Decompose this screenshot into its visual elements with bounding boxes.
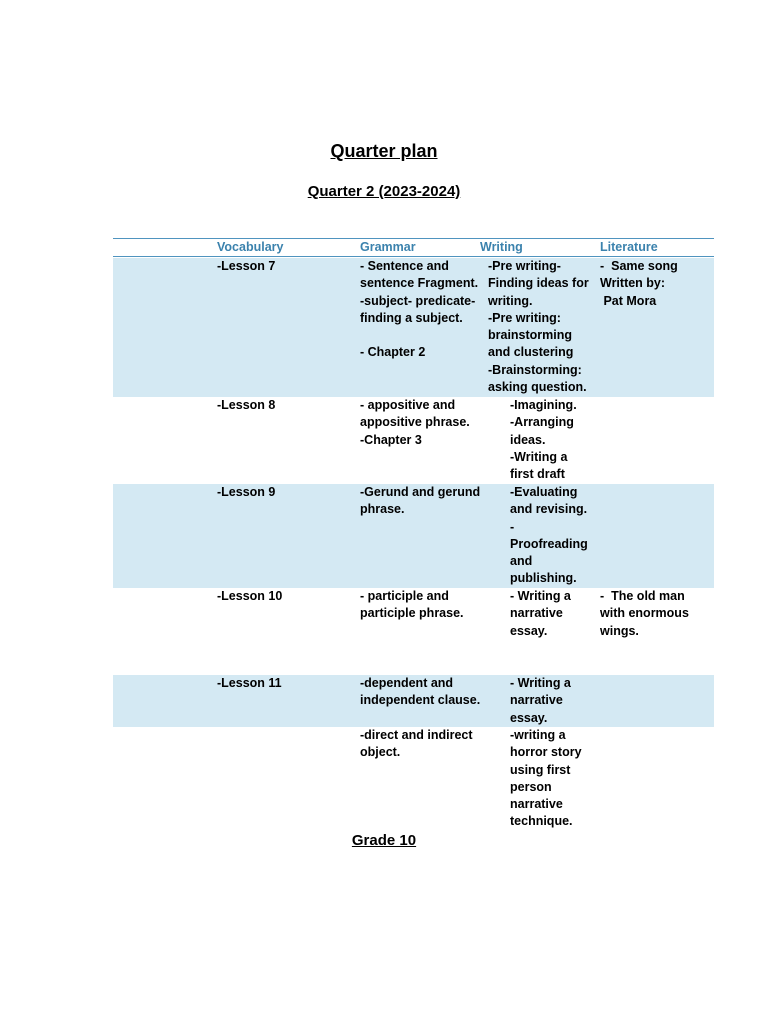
table-row [113, 484, 714, 588]
table-row [113, 397, 714, 484]
table-header-row [113, 238, 714, 257]
cell-writing: - Writing a narrative essay. [510, 676, 571, 725]
cell-literature: - Same song Written by: Pat Mora [600, 259, 678, 308]
cell-vocabulary: -Lesson 9 [217, 485, 276, 499]
grade-label: Grade 10 [351, 832, 417, 849]
cell-grammar: -dependent and independent clause. [360, 676, 481, 708]
cell-writing: -writing a horror story using first person narrative technique. [510, 728, 582, 829]
header-writing: Writing [480, 240, 523, 254]
header-literature: Literature [600, 240, 658, 254]
table-row [113, 258, 714, 397]
cell-grammar: - Sentence and sentence Fragment. -subject- predicate- finding a subject. - Chapter 2 [360, 259, 479, 360]
cell-literature: - The old man with enormous wings. [600, 589, 689, 638]
cell-writing: - Writing a narrative essay. [510, 589, 571, 638]
cell-vocabulary: -Lesson 7 [217, 259, 276, 273]
cell-vocabulary: -Lesson 8 [217, 398, 276, 412]
document-title: Quarter plan [330, 141, 438, 161]
header-vocabulary: Vocabulary [217, 240, 284, 254]
table-row [113, 588, 714, 675]
cell-vocabulary: -Lesson 11 [217, 676, 282, 690]
header-grammar: Grammar [360, 240, 416, 254]
cell-grammar: -Gerund and gerund phrase. [360, 485, 481, 517]
cell-writing: -Imagining. -Arranging ideas. -Writing a first draft [510, 398, 577, 482]
table-row [113, 727, 714, 833]
cell-grammar: -direct and indirect object. [360, 728, 473, 760]
cell-writing: -Evaluating and revising. - Proofreading and publishing. [510, 485, 588, 586]
cell-vocabulary: -Lesson 10 [217, 589, 283, 603]
cell-writing: -Pre writing- Finding ideas for writing. -Pre writing: brainstorming and clustering -Brainstorming: asking question. [488, 259, 589, 395]
table-row [113, 675, 714, 727]
cell-grammar: - participle and participle phrase. [360, 589, 464, 621]
document-subtitle: Quarter 2 (2023-2024) [307, 183, 461, 200]
cell-grammar: - appositive and appositive phrase. -Chapter 3 [360, 398, 470, 447]
